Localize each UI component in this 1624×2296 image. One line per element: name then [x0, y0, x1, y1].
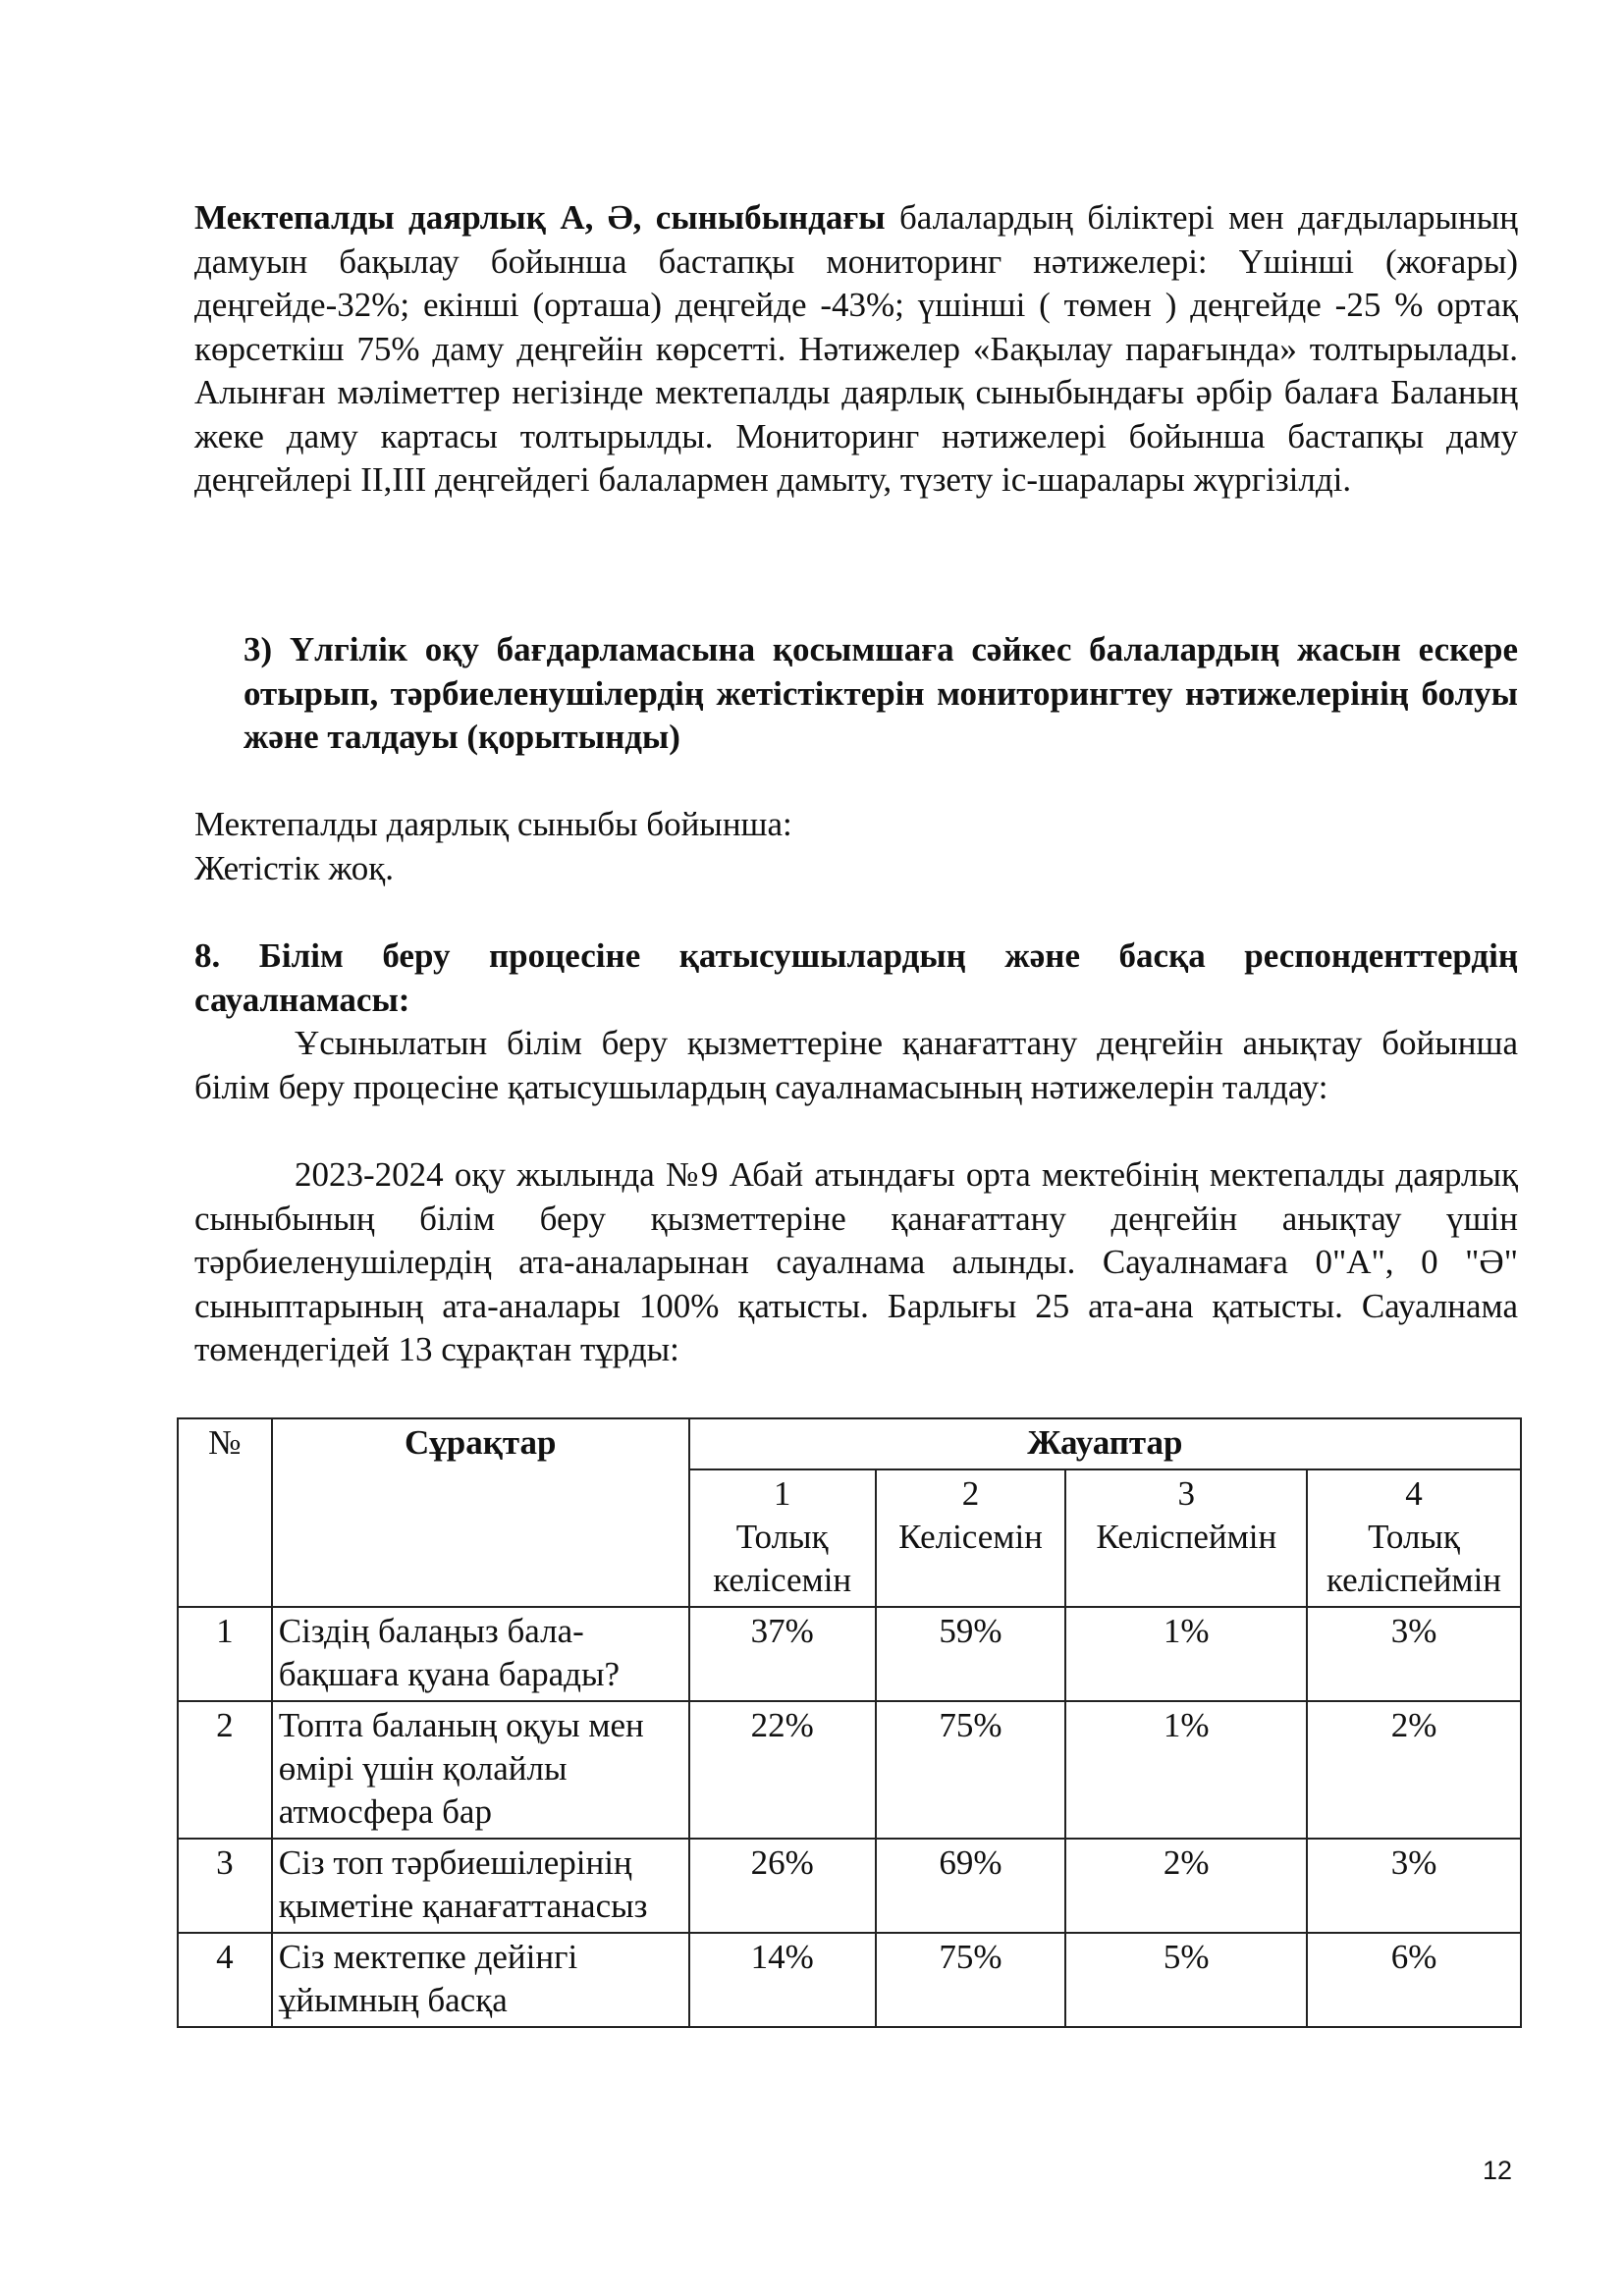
- answer-option-num: 3: [1177, 1474, 1195, 1513]
- analysis-paragraph: Ұсынылатын білім беру қызметтеріне қанағаттану деңгейін анықтау бойынша білім беру процесіне қатысушылардың сауалнамасының нәтижелерін талдау:: [194, 1024, 1518, 1106]
- row-answer-3: 1%: [1065, 1701, 1307, 1839]
- row-answer-1: 22%: [689, 1701, 876, 1839]
- row-number: 1: [178, 1607, 272, 1701]
- answer-option-num: 4: [1405, 1474, 1423, 1513]
- row-number: 3: [178, 1839, 272, 1933]
- answer-option-num: 1: [773, 1474, 791, 1513]
- answer-option-label: Толық келісемін: [713, 1518, 852, 1599]
- intro-paragraph: [194, 196, 1518, 503]
- row-answer-2: 75%: [876, 1701, 1066, 1839]
- table-row: [178, 1701, 1521, 1839]
- page-number: 12: [1482, 2156, 1512, 2185]
- table-header-row: [178, 1418, 1521, 1469]
- answer-option-label: Келісемін: [898, 1518, 1043, 1556]
- row-answer-4: 2%: [1307, 1701, 1521, 1839]
- achievement-line-2: Жетістік жоқ.: [194, 848, 395, 887]
- col-answers-header: Жауаптар: [689, 1418, 1521, 1469]
- row-answer-3: 1%: [1065, 1607, 1307, 1701]
- col-number-header: №: [178, 1418, 272, 1607]
- row-answer-1: 37%: [689, 1607, 876, 1701]
- row-number: 2: [178, 1701, 272, 1839]
- row-answer-4: 3%: [1307, 1839, 1521, 1933]
- row-answer-4: 3%: [1307, 1607, 1521, 1701]
- row-question: Сіз топ тәрбиешілерінің қыметіне қанағаттанасыз: [272, 1839, 689, 1933]
- row-number: 4: [178, 1933, 272, 2027]
- answer-option-1: [689, 1469, 876, 1607]
- row-answer-2: 69%: [876, 1839, 1066, 1933]
- col-questions-header: Сұрақтар: [272, 1418, 689, 1607]
- row-answer-1: 26%: [689, 1839, 876, 1933]
- table-row: [178, 1607, 1521, 1701]
- row-answer-2: 75%: [876, 1933, 1066, 2027]
- answer-option-num: 2: [961, 1474, 980, 1513]
- row-answer-4: 6%: [1307, 1933, 1521, 2027]
- row-answer-1: 14%: [689, 1933, 876, 2027]
- heading-section-8: 8. Білім беру процесіне қатысушылардың және басқа респонденттердің сауалнамасы:: [194, 936, 1518, 1019]
- row-question: Сіздің балаңыз бала-бақшаға қуана барады?: [272, 1607, 689, 1701]
- achievement-block: [194, 803, 1518, 890]
- achievement-line-1: Мектепалды даярлық сыныбы бойынша:: [194, 805, 792, 843]
- row-question: Сіз мектепке дейінгі ұйымның басқа: [272, 1933, 689, 2027]
- answer-option-2: [876, 1469, 1066, 1607]
- table-row: [178, 1933, 1521, 2027]
- row-answer-3: 5%: [1065, 1933, 1307, 2027]
- intro-text: балалардың біліктері мен дағдыларының дамуын бақылау бойынша бастапқы мониторинг нәтижелері: Үшінші (жоғары) деңгейде-32%; екінші (орташа) деңгейде -43%; үшінші ( төмен ) деңгейде -25 % ортақ көрсеткіш 75% даму деңгейін көрсетті. Нәтижелер «Бақылау парағында» толтырылады. Алынған мәліметтер негізінде мектепалды даярлық сыныбындағы әрбір балаға Баланың жеке даму картасы толтырылды. Мониторинг нәтижелері бойынша бастапқы даму деңгейлері II,III деңгейдегі балалармен дамыту, түзету іс-шаралары жүргізілді.: [194, 198, 1518, 499]
- row-answer-3: 2%: [1065, 1839, 1307, 1933]
- intro-bold-lead: Мектепалды даярлық А, Ә, сыныбындағы: [194, 198, 886, 237]
- answer-option-3: [1065, 1469, 1307, 1607]
- row-question: Топта баланың оқуы мен өмірі үшін қолайлы атмосфера бар: [272, 1701, 689, 1839]
- row-answer-2: 59%: [876, 1607, 1066, 1701]
- survey-table: [177, 1417, 1522, 2028]
- answer-option-label: Келіспеймін: [1096, 1518, 1277, 1556]
- heading-section-3: 3) Үлгілік оқу бағдарламасына қосымшаға сәйкес балалардың жасын ескере отырып, тәрбиеленушілердің жетістіктерін мониторингтеу нәтижелерінің болуы және талдауы (қорытынды): [244, 630, 1518, 756]
- table-row: [178, 1839, 1521, 1933]
- answer-option-4: [1307, 1469, 1521, 1607]
- survey-paragraph: 2023-2024 оқу жылында №9 Абай атындағы орта мектебінің мектепалды даярлық сыныбының білім беру қызметтеріне қанағаттану деңгейін анықтау үшін тәрбиеленушілердің ата-аналарынан сауалнама алынды. Сауалнамаға 0"А", 0 "Ә" сыныптарының ата-аналары 100% қатысты. Барлығы 25 ата-ана қатысты. Сауалнама төмендегідей 13 сұрақтан тұрды:: [194, 1155, 1518, 1368]
- answer-option-label: Толық келіспеймін: [1326, 1518, 1502, 1599]
